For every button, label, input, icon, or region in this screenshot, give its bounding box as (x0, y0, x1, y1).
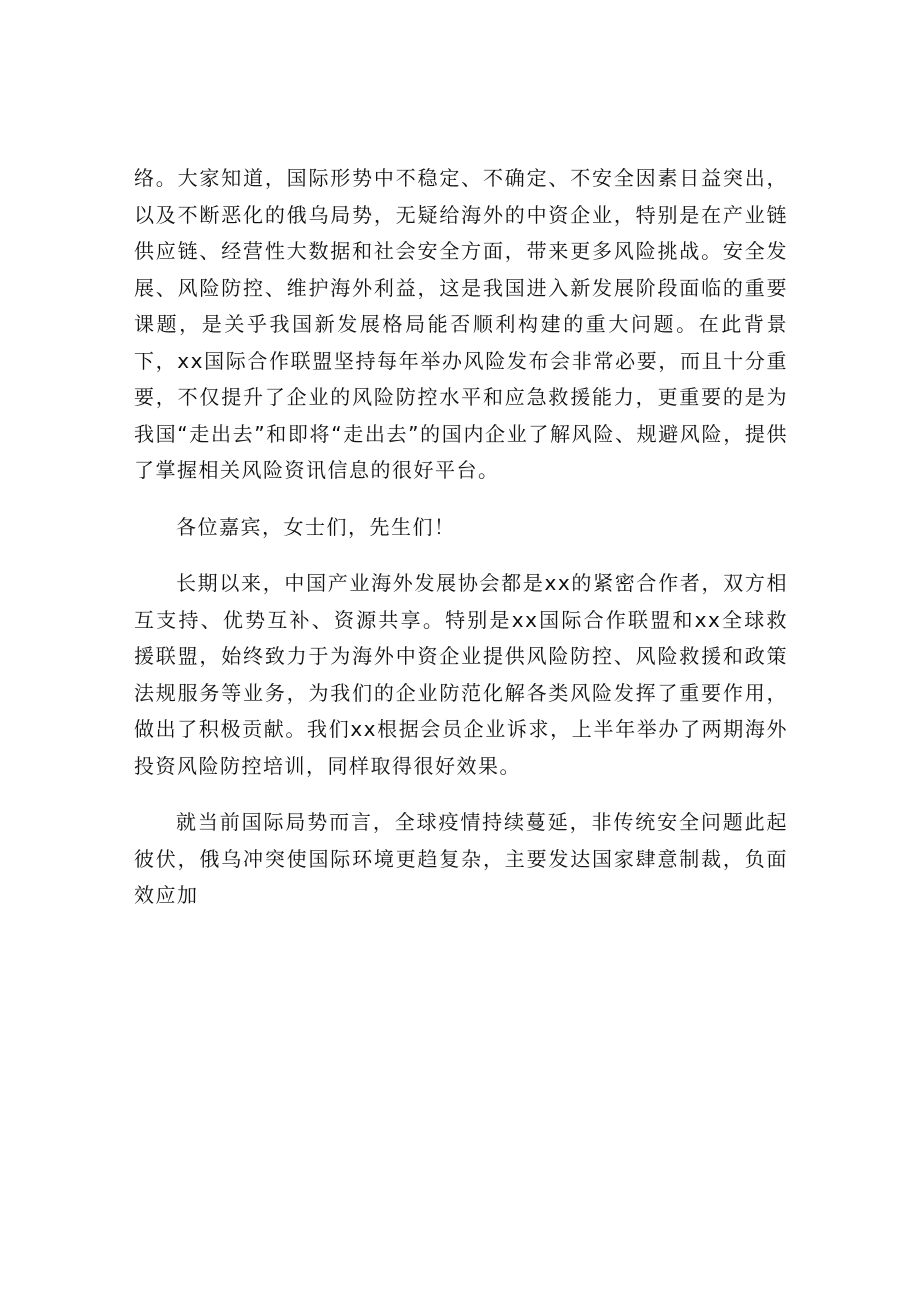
document-body (134, 160, 788, 914)
paragraph-greeting: 各位嘉宾，女士们，先生们！ (176, 514, 456, 539)
paragraph-international-situation: 就当前国际局势而言，全球疫情持续蔓延，非传统安全问题此起彼伏，俄乌冲突使国际环境更趋复杂，主要发达国家肆意制裁，负面效应加 (134, 810, 788, 907)
paragraph-cooperation: 长期以来，中国产业海外发展协会都是xx的紧密合作者，双方相互支持、优势互补、资源共享。特别是xx国际合作联盟和xx全球救援联盟，始终致力于为海外中资企业提供风险防控、风险救援和政策法规服务等业务，为我们的企业防范化解各类风险发挥了重要作用，做出了积极贡献。我们xx根据会员企业诉求，上半年举办了两期海外投资风险防控培训，同样取得很好效果。 (134, 571, 788, 778)
paragraph-continuation: 络。大家知道，国际形势中不稳定、不确定、不安全因素日益突出，以及不断恶化的俄乌局势，无疑给海外的中资企业，特别是在产业链供应链、经营性大数据和社会安全方面，带来更多风险挑战。安全发展、风险防控、维护海外利益，这是我国进入新发展阶段面临的重要课题，是关乎我国新发展格局能否顺利构建的重大问题。在此背景下，xx国际合作联盟坚持每年举办风险发布会非常必要，而且十分重要，不仅提升了企业的风险防控水平和应急救援能力，更重要的是为我国“走出去”和即将“走出去”的国内企业了解风险、规避风险，提供了掌握相关风险资讯信息的很好平台。 (134, 166, 788, 482)
